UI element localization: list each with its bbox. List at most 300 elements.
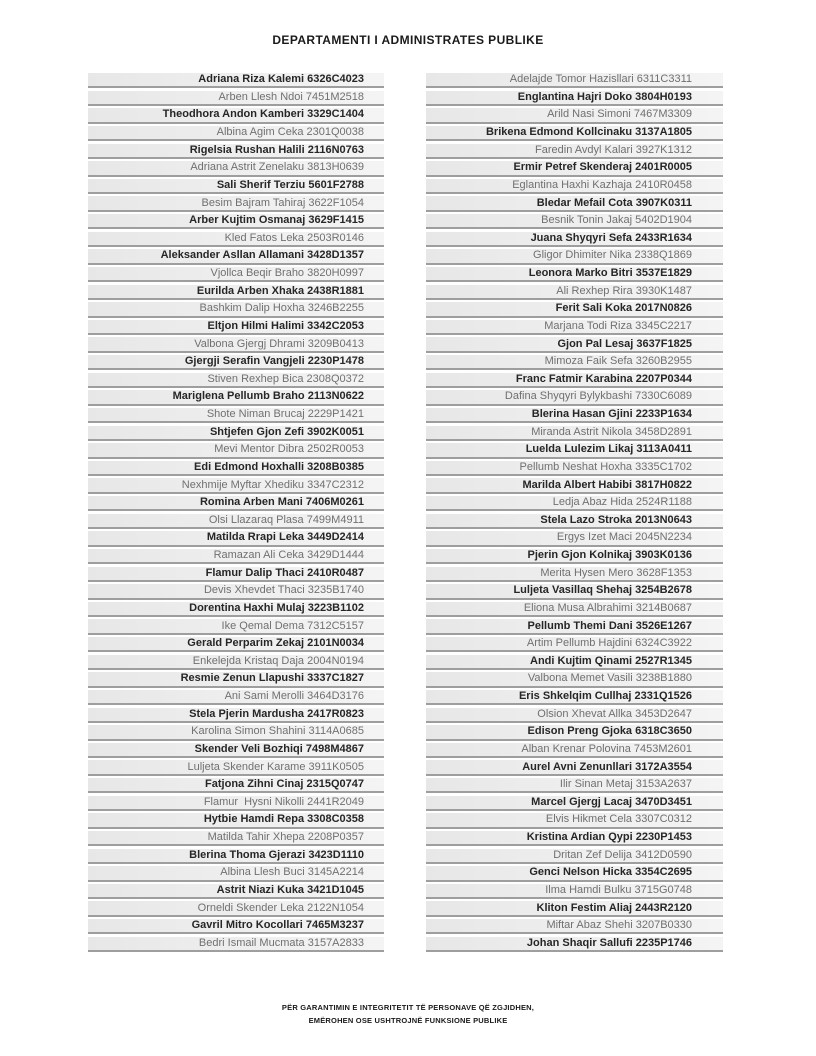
person-entry (426, 179, 723, 194)
person-name-and-id: Besnik Tonin Jakaj 5402D1904 (541, 214, 692, 227)
person-entry (426, 884, 723, 899)
table-row (88, 531, 384, 549)
person-entry (88, 778, 384, 793)
table-row (88, 390, 384, 408)
table-row (88, 179, 384, 197)
table-row (88, 355, 384, 373)
person-entry (88, 884, 384, 899)
table-row (88, 796, 384, 814)
person-name-and-id: Ilir Sinan Metaj 3153A2637 (559, 778, 692, 791)
person-entry (426, 725, 723, 740)
table-row (426, 831, 723, 849)
person-name-and-id: Rigelsia Rushan Halili 2116N0763 (189, 143, 364, 156)
person-entry (88, 302, 384, 317)
person-name-and-id: Devis Xhevdet Thaci 3235B1740 (203, 584, 364, 597)
table-row (426, 214, 723, 232)
table-row (88, 637, 384, 655)
person-name-and-id: Gjergji Serafin Vangjeli 2230P1478 (184, 355, 364, 368)
person-name-and-id: Edison Preng Gjoka 6318C3650 (527, 725, 692, 738)
person-name-and-id: Aurel Avni Zenunllari 3172A3554 (522, 760, 692, 773)
table-row (426, 708, 723, 726)
person-name-and-id: Dritan Zef Delija 3412D0590 (553, 848, 692, 861)
person-name-and-id: Ilma Hamdi Bulku 3715G0748 (545, 883, 692, 896)
table-row (426, 390, 723, 408)
person-name-and-id: Resmie Zenun Llapushi 3337C1827 (180, 672, 364, 685)
person-name-and-id: Shote Niman Brucaj 2229P1421 (206, 408, 364, 421)
person-name-and-id: Ike Qemal Dema 7312C5157 (221, 619, 364, 632)
person-entry (426, 478, 723, 493)
person-name-and-id: Theodhora Andon Kamberi 3329C1404 (162, 108, 364, 121)
person-name-and-id: Eris Shkelqim Cullhaj 2331Q1526 (518, 690, 692, 703)
table-row (426, 919, 723, 937)
person-name-and-id: Kliton Festim Aliaj 2443R2120 (536, 901, 692, 914)
person-entry (88, 196, 384, 211)
person-entry (88, 813, 384, 828)
table-row (88, 337, 384, 355)
table-row (88, 549, 384, 567)
person-entry (426, 108, 723, 123)
table-row (88, 919, 384, 937)
table-row (426, 813, 723, 831)
person-entry (426, 849, 723, 864)
person-entry (88, 937, 384, 952)
person-name-and-id: Mevi Mentor Dibra 2502R0053 (214, 443, 364, 456)
person-name-and-id: Blerina Thoma Gjerazi 3423D1110 (189, 848, 364, 861)
person-name-and-id: Blerina Hasan Gjini 2233P1634 (531, 408, 692, 421)
table-row (88, 144, 384, 162)
table-row (88, 408, 384, 426)
person-entry (88, 337, 384, 352)
person-name-and-id: Genci Nelson Hicka 3354C2695 (529, 866, 692, 879)
person-name-and-id: Faredin Avdyl Kalari 3927K1312 (535, 143, 692, 156)
table-row (88, 708, 384, 726)
table-row (426, 161, 723, 179)
table-row (426, 337, 723, 355)
person-entry (88, 126, 384, 141)
table-row (426, 144, 723, 162)
person-name-and-id: Ferit Sali Koka 2017N0826 (555, 302, 692, 315)
person-name-and-id: Pellumb Neshat Hoxha 3335C1702 (519, 460, 692, 473)
person-entry (88, 478, 384, 493)
table-row (88, 267, 384, 285)
person-name-and-id: Englantina Hajri Doko 3804H0193 (517, 90, 692, 103)
person-name-and-id: Stela Lazo Stroka 2013N0643 (540, 513, 692, 526)
table-row (88, 743, 384, 761)
person-entry (88, 866, 384, 881)
person-entry (426, 355, 723, 370)
person-entry (426, 408, 723, 423)
person-entry (426, 285, 723, 300)
table-row (88, 831, 384, 849)
person-name-and-id: Edi Edmond Hoxhalli 3208B0385 (194, 460, 364, 473)
person-entry (88, 514, 384, 529)
table-row (426, 567, 723, 585)
person-name-and-id: Skender Veli Bozhiqi 7498M4867 (194, 742, 364, 755)
person-entry (426, 778, 723, 793)
person-entry (426, 73, 723, 88)
person-name-and-id: Kristina Ardian Qypi 2230P1453 (526, 831, 692, 844)
person-entry (426, 249, 723, 264)
person-name-and-id: Stela Pjerin Mardusha 2417R0823 (189, 707, 364, 720)
person-entry (88, 919, 384, 934)
person-entry (426, 267, 723, 282)
person-name-and-id: Kled Fatos Leka 2503R0146 (224, 231, 364, 244)
person-entry (426, 390, 723, 405)
person-name-and-id: Ergys Izet Maci 2045N2234 (556, 531, 692, 544)
person-entry (426, 549, 723, 564)
table-row (88, 249, 384, 267)
table-row (426, 373, 723, 391)
person-name-and-id: Olsion Xhevat Allka 3453D2647 (537, 707, 692, 720)
table-row (426, 461, 723, 479)
person-name-and-id: Bedri Ismail Mucmata 3157A2833 (198, 936, 364, 949)
table-row (426, 73, 723, 91)
person-entry (426, 126, 723, 141)
person-entry (426, 602, 723, 617)
person-entry (88, 161, 384, 176)
person-entry (426, 196, 723, 211)
table-row (88, 672, 384, 690)
table-row (88, 443, 384, 461)
person-entry (426, 161, 723, 176)
person-entry (88, 496, 384, 511)
table-row (426, 355, 723, 373)
person-name-and-id: Leonora Marko Bitri 3537E1829 (528, 267, 692, 280)
table-row (426, 849, 723, 867)
person-entry (426, 567, 723, 582)
person-entry (426, 919, 723, 934)
table-row (88, 866, 384, 884)
person-name-and-id: Gavril Mitro Kocollari 7465M3237 (191, 919, 364, 932)
table-row (426, 884, 723, 902)
person-name-and-id: Karolina Simon Shahini 3114A0685 (191, 725, 364, 738)
person-entry (426, 373, 723, 388)
table-row (426, 531, 723, 549)
person-entry (88, 708, 384, 723)
table-row (426, 549, 723, 567)
person-name-and-id: Artim Pellumb Hajdini 6324C3922 (526, 637, 692, 650)
table-row (88, 690, 384, 708)
person-entry (88, 355, 384, 370)
person-name-and-id: Flamur Dalip Thaci 2410R0487 (205, 566, 364, 579)
person-name-and-id: Ani Sami Merolli 3464D3176 (224, 690, 364, 703)
table-row (426, 672, 723, 690)
person-name-and-id: Mariglena Pellumb Braho 2113N0622 (172, 390, 364, 403)
person-entry (426, 866, 723, 881)
person-name-and-id: Matilda Rrapi Leka 3449D2414 (206, 531, 364, 544)
person-entry (426, 831, 723, 846)
table-row (426, 267, 723, 285)
name-list-column-right (426, 73, 723, 954)
person-entry (426, 302, 723, 317)
table-row (426, 743, 723, 761)
table-row (426, 91, 723, 109)
person-entry (426, 796, 723, 811)
person-name-and-id: Nexhmije Myftar Xhediku 3347C2312 (181, 478, 364, 491)
person-name-and-id: Adriana Riza Kalemi 6326C4023 (198, 73, 364, 86)
table-row (88, 214, 384, 232)
person-name-and-id: Hytbie Hamdi Repa 3308C0358 (203, 813, 364, 826)
table-row (426, 408, 723, 426)
person-name-and-id: Luljeta Vasillaq Shehaj 3254B2678 (513, 584, 692, 597)
person-entry (88, 73, 384, 88)
person-entry (88, 901, 384, 916)
table-row (88, 514, 384, 532)
person-name-and-id: Adriana Astrit Zenelaku 3813H0639 (190, 161, 364, 174)
person-name-and-id: Arber Kujtim Osmanaj 3629F1415 (189, 214, 364, 227)
person-name-and-id: Dorentina Haxhi Mulaj 3223B1102 (189, 601, 364, 614)
table-row (88, 813, 384, 831)
person-name-and-id: Luljeta Skender Karame 3911K0505 (187, 760, 364, 773)
person-entry (88, 549, 384, 564)
table-row (426, 126, 723, 144)
person-name-and-id: Astrit Niazi Kuka 3421D1045 (216, 883, 364, 896)
person-entry (88, 567, 384, 582)
person-name-and-id: Merita Hysen Mero 3628F1353 (540, 566, 692, 579)
person-entry (426, 426, 723, 441)
table-row (426, 602, 723, 620)
table-row (88, 126, 384, 144)
person-entry (88, 831, 384, 846)
table-row (88, 478, 384, 496)
person-name-and-id: Alban Krenar Polovina 7453M2601 (521, 742, 692, 755)
person-entry (88, 849, 384, 864)
table-row (426, 443, 723, 461)
person-name-and-id: Olsi Llazaraq Plasa 7499M4911 (208, 513, 364, 526)
page-title: DEPARTAMENTI I ADMINISTRATES PUBLIKE (272, 33, 544, 47)
table-row (426, 302, 723, 320)
person-name-and-id: Valbona Memet Vasili 3238B1880 (527, 672, 692, 685)
person-name-and-id: Eurilda Arben Xhaka 2438R1881 (196, 284, 364, 297)
person-entry (88, 426, 384, 441)
person-entry (88, 408, 384, 423)
table-row (426, 760, 723, 778)
table-row (426, 285, 723, 303)
person-entry (426, 619, 723, 634)
person-name-and-id: Brikena Edmond Kollcinaku 3137A1805 (485, 126, 692, 139)
table-row (88, 373, 384, 391)
person-entry (88, 108, 384, 123)
table-row (426, 690, 723, 708)
person-entry (88, 672, 384, 687)
table-row (88, 901, 384, 919)
person-name-and-id: Ali Rexhep Rira 3930K1487 (556, 284, 692, 297)
table-row (88, 302, 384, 320)
person-name-and-id: Juana Shyqyri Sefa 2433R1634 (530, 231, 692, 244)
table-row (88, 461, 384, 479)
person-name-and-id: Arild Nasi Simoni 7467M3309 (547, 108, 692, 121)
person-name-and-id: Eliona Musa Albrahimi 3214B0687 (523, 601, 692, 614)
person-entry (426, 655, 723, 670)
person-entry (426, 461, 723, 476)
person-entry (426, 531, 723, 546)
table-row (88, 496, 384, 514)
person-name-and-id: Vjollca Beqir Braho 3820H0997 (210, 267, 364, 280)
person-entry (426, 214, 723, 229)
person-entry (88, 690, 384, 705)
table-row (426, 584, 723, 602)
person-entry (88, 285, 384, 300)
table-row (88, 73, 384, 91)
person-entry (88, 743, 384, 758)
person-entry (88, 461, 384, 476)
person-name-and-id: Orneldi Skender Leka 2122N1054 (197, 901, 364, 914)
person-name-and-id: Elvis Hikmet Cela 3307C0312 (545, 813, 692, 826)
person-name-and-id: Franc Fatmir Karabina 2207P0344 (515, 372, 692, 385)
person-name-and-id: Shtjefen Gjon Zefi 3902K0051 (209, 425, 364, 438)
person-name-and-id: Valbona Gjergj Dhrami 3209B0413 (194, 337, 364, 350)
person-name-and-id: Flamur Hysni Nikolli 2441R2049 (203, 795, 364, 808)
table-row (88, 196, 384, 214)
person-entry (426, 232, 723, 247)
person-name-and-id: Miftar Abaz Shehi 3207B0330 (546, 919, 692, 932)
person-entry (426, 743, 723, 758)
person-entry (88, 373, 384, 388)
table-row (426, 478, 723, 496)
person-entry (426, 637, 723, 652)
person-name-and-id: Besim Bajram Tahiraj 3622F1054 (201, 196, 364, 209)
person-entry (426, 337, 723, 352)
person-name-and-id: Romina Arben Mani 7406M0261 (199, 496, 364, 509)
table-row (88, 108, 384, 126)
person-entry (426, 443, 723, 458)
table-row (426, 320, 723, 338)
person-entry (426, 760, 723, 775)
table-row (426, 426, 723, 444)
table-row (426, 655, 723, 673)
person-name-and-id: Ermir Petref Skenderaj 2401R0005 (513, 161, 692, 174)
person-name-and-id: Ledja Abaz Hida 2524R1188 (552, 496, 692, 509)
table-row (426, 937, 723, 955)
person-entry (88, 179, 384, 194)
person-entry (426, 320, 723, 335)
person-entry (88, 214, 384, 229)
person-entry (88, 232, 384, 247)
person-name-and-id: Bledar Mefail Cota 3907K0311 (536, 196, 692, 209)
person-name-and-id: Fatjona Zihni Cinaj 2315Q0747 (205, 778, 364, 791)
person-name-and-id: Eltjon Hilmi Halimi 3342C2053 (207, 319, 364, 332)
person-name-and-id: Ramazan Ali Ceka 3429D1444 (213, 549, 364, 562)
table-row (88, 426, 384, 444)
table-row (88, 937, 384, 955)
person-entry (88, 144, 384, 159)
person-entry (426, 144, 723, 159)
table-row (426, 249, 723, 267)
table-row (426, 901, 723, 919)
person-entry (88, 796, 384, 811)
person-name-and-id: Pjerin Gjon Kolnikaj 3903K0136 (527, 549, 692, 562)
footer-line-2: EMËROHEN OSE USHTROJNË FUNKSIONE PUBLIKE (308, 1016, 508, 1025)
person-name-and-id: Eglantina Haxhi Kazhaja 2410R0458 (512, 178, 692, 191)
table-row (426, 725, 723, 743)
person-name-and-id: Aleksander Asllan Allamani 3428D1357 (160, 249, 364, 262)
person-entry (426, 91, 723, 106)
person-name-and-id: Gerald Perparim Zekaj 2101N0034 (187, 637, 364, 650)
table-row (426, 778, 723, 796)
table-row (88, 584, 384, 602)
person-entry (88, 619, 384, 634)
person-entry (426, 708, 723, 723)
table-row (88, 760, 384, 778)
table-row (426, 496, 723, 514)
table-row (88, 884, 384, 902)
table-row (426, 866, 723, 884)
table-row (88, 655, 384, 673)
footer-line-1: PËR GARANTIMIN E INTEGRITETIT TË PERSONAVE QË ZGJIDHEN, (281, 1003, 535, 1012)
person-entry (88, 637, 384, 652)
person-name-and-id: Andi Kujtim Qinami 2527R1345 (530, 654, 692, 667)
table-row (88, 725, 384, 743)
table-row (426, 514, 723, 532)
person-name-and-id: Matilda Tahir Xhepa 2208P0357 (207, 831, 364, 844)
person-name-and-id: Marilda Albert Habibi 3817H0822 (522, 478, 692, 491)
person-name-and-id: Pellumb Themi Dani 3526E1267 (527, 619, 692, 632)
person-entry (426, 584, 723, 599)
person-name-and-id: Albina Agim Ceka 2301Q0038 (216, 126, 364, 139)
person-entry (88, 584, 384, 599)
person-name-and-id: Mimoza Faik Sefa 3260B2955 (544, 355, 692, 368)
table-row (88, 285, 384, 303)
person-entry (88, 531, 384, 546)
person-name-and-id: Albina Llesh Buci 3145A2214 (220, 866, 364, 879)
person-name-and-id: Luelda Lulezim Likaj 3113A0411 (525, 443, 692, 456)
table-row (426, 637, 723, 655)
person-entry (88, 91, 384, 106)
person-name-and-id: Enkelejda Kristaq Daja 2004N0194 (192, 654, 364, 667)
name-list-column-left (88, 73, 384, 954)
table-row (88, 619, 384, 637)
table-row (88, 320, 384, 338)
person-name-and-id: Arben Llesh Ndoi 7451M2518 (218, 90, 364, 103)
table-row (88, 91, 384, 109)
table-row (426, 796, 723, 814)
person-name-and-id: Marcel Gjergj Lacaj 3470D3451 (531, 795, 692, 808)
person-entry (426, 690, 723, 705)
page-footer (0, 1001, 816, 1027)
table-row (426, 108, 723, 126)
table-row (88, 567, 384, 585)
table-row (88, 161, 384, 179)
person-entry (426, 813, 723, 828)
person-entry (88, 760, 384, 775)
person-name-and-id: Miranda Astrit Nikola 3458D2891 (531, 425, 692, 438)
person-name-and-id: Johan Shaqir Sallufi 2235P1746 (526, 936, 692, 949)
person-entry (426, 901, 723, 916)
table-row (88, 232, 384, 250)
person-entry (426, 937, 723, 952)
table-row (426, 196, 723, 214)
person-name-and-id: Adelajde Tomor Hazisllari 6311C3311 (509, 73, 692, 86)
table-row (88, 849, 384, 867)
person-name-and-id: Gjon Pal Lesaj 3637F1825 (557, 337, 692, 350)
name-list-table (88, 73, 723, 954)
person-entry (426, 672, 723, 687)
person-entry (88, 443, 384, 458)
person-entry (88, 655, 384, 670)
person-entry (426, 514, 723, 529)
person-name-and-id: Dafina Shyqyri Bylykbashi 7330C6089 (504, 390, 692, 403)
person-entry (426, 496, 723, 511)
table-row (426, 232, 723, 250)
person-name-and-id: Gligor Dhimiter Nika 2338Q1869 (533, 249, 692, 262)
person-entry (88, 602, 384, 617)
person-entry (88, 390, 384, 405)
person-name-and-id: Sali Sherif Terziu 5601F2788 (216, 178, 364, 191)
table-row (88, 778, 384, 796)
person-entry (88, 320, 384, 335)
person-entry (88, 249, 384, 264)
table-row (426, 619, 723, 637)
